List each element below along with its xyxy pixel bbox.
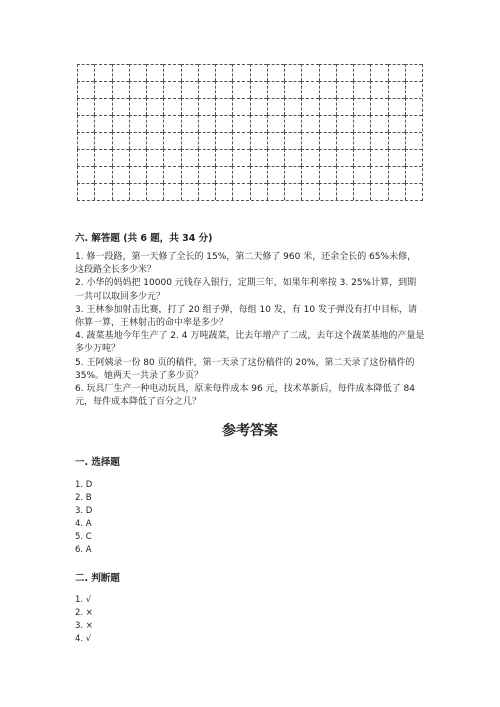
grid-cell [198, 98, 215, 115]
grid-cell [284, 98, 301, 115]
grid-cell [77, 64, 94, 81]
grid-cell [146, 166, 163, 183]
grid-cell [77, 81, 94, 98]
grid-cell [370, 115, 387, 132]
grid-cell [198, 149, 215, 166]
grid-cell [284, 81, 301, 98]
grid-cell [215, 132, 232, 149]
grid-cell [112, 81, 129, 98]
grid-cell [336, 149, 353, 166]
grid-cell [146, 149, 163, 166]
grid-cell [319, 81, 336, 98]
grid-cell [163, 98, 180, 115]
grid-cell [284, 166, 301, 183]
grid-cell [77, 183, 94, 200]
grid-cell [353, 166, 370, 183]
question-item: 3. 王林参加射击比赛，打了 20 组子弹，每组 10 发，有 10 发子弹没有打中目标，请你算一算，王林射击的命中率是多少？ [75, 304, 417, 329]
grid-cell [336, 132, 353, 149]
grid-cell [198, 64, 215, 81]
grid-cell [163, 64, 180, 81]
grid-cell [405, 115, 422, 132]
grid-cell [405, 98, 422, 115]
grid-cell [232, 149, 249, 166]
grid-cell [77, 115, 94, 132]
grid-cell [301, 115, 318, 132]
grid-cell [267, 132, 284, 149]
grid-cell [370, 149, 387, 166]
grid-cell [319, 149, 336, 166]
grid-cell [112, 64, 129, 81]
judge-answer-list [75, 594, 93, 646]
grid-cell [112, 149, 129, 166]
grid-cell [336, 81, 353, 98]
grid-cell [267, 64, 284, 81]
grid-cell [129, 132, 146, 149]
grid-cell [232, 98, 249, 115]
grid-cell [94, 183, 111, 200]
grid-cell [232, 132, 249, 149]
answer-item: 1. D [75, 480, 93, 490]
grid-cell [129, 64, 146, 81]
grid-cell [388, 115, 405, 132]
grid-cell [129, 81, 146, 98]
grid-cell [181, 183, 198, 200]
grid-cell [405, 132, 422, 149]
grid-cell [129, 98, 146, 115]
grid-cell [319, 64, 336, 81]
answer-item: 2. × [75, 608, 93, 618]
grid-cell [94, 132, 111, 149]
grid-cell [388, 183, 405, 200]
grid-cell [250, 64, 267, 81]
grid-cell [370, 166, 387, 183]
answer-item: 4. √ [75, 634, 92, 644]
grid-cell [353, 81, 370, 98]
grid-cell [405, 166, 422, 183]
answer-item: 3. D [75, 506, 93, 516]
answer-item: 3. × [75, 621, 93, 631]
grid-cell [146, 64, 163, 81]
grid-cell [77, 166, 94, 183]
grid-cell [353, 64, 370, 81]
grid-cell [284, 115, 301, 132]
answer-item: 6. A [75, 545, 92, 555]
grid-cell [301, 64, 318, 81]
grid-cell [250, 132, 267, 149]
writing-grid [77, 64, 423, 201]
grid-cell [129, 183, 146, 200]
grid-cell [267, 149, 284, 166]
grid-cell [112, 132, 129, 149]
grid-cell [370, 183, 387, 200]
grid-cell [112, 183, 129, 200]
grid-cell [198, 166, 215, 183]
grid-cell [215, 64, 232, 81]
grid-cell [163, 115, 180, 132]
grid-cell [163, 132, 180, 149]
grid-cell [250, 115, 267, 132]
grid-cell [232, 115, 249, 132]
grid-cell [146, 81, 163, 98]
grid-cell [94, 98, 111, 115]
answer-item: 1. √ [75, 595, 92, 605]
grid-cell [232, 183, 249, 200]
grid-cell [215, 81, 232, 98]
grid-cell [250, 98, 267, 115]
grid-cell [250, 166, 267, 183]
grid-cell [77, 149, 94, 166]
question-item: 4. 蔬菜基地今年生产了 2. 4 万吨蔬菜，比去年增产了二成，去年这个蔬菜基地的产量是多少万吨？ [75, 331, 425, 355]
grid-cell [129, 115, 146, 132]
grid-cell [129, 149, 146, 166]
grid-cell [112, 115, 129, 132]
grid-cell [94, 81, 111, 98]
grid-cell [284, 149, 301, 166]
answer-item: 4. A [75, 519, 92, 529]
grid-cell [267, 166, 284, 183]
grid-cell [181, 98, 198, 115]
grid-cell [388, 64, 405, 81]
grid-cell [250, 183, 267, 200]
grid-cell [319, 115, 336, 132]
grid-cell [181, 115, 198, 132]
grid-cell [284, 183, 301, 200]
grid-cell [267, 98, 284, 115]
grid-cell [353, 132, 370, 149]
grid-cell [250, 81, 267, 98]
grid-cell [163, 166, 180, 183]
grid-cell [284, 64, 301, 81]
grid-cell [112, 166, 129, 183]
grid-cell [181, 149, 198, 166]
grid-cell [250, 149, 267, 166]
grid-cell [94, 149, 111, 166]
grid-cell [215, 183, 232, 200]
grid-cell [94, 166, 111, 183]
answers-title: 参考答案 [222, 423, 278, 439]
grid-cell [215, 98, 232, 115]
grid-cell [301, 132, 318, 149]
grid-cell [146, 183, 163, 200]
grid-cell [370, 81, 387, 98]
grid-cell [163, 183, 180, 200]
grid-cell [198, 81, 215, 98]
question-item: 5. 王阿姨录一份 80 页的稿件，第一天录了这份稿件的 20%，第二天录了这份稿件的 35%。她两天一共录了多少页？ [75, 357, 415, 381]
grid-cell [163, 149, 180, 166]
section-title-choice: 一. 选择题 [75, 457, 120, 468]
grid-cell [232, 64, 249, 81]
grid-cell [319, 98, 336, 115]
question-item: 6. 玩具厂生产一种电动玩具，原来每件成本 96 元，技术革新后，每件成本降低了 84 元，每件成本降低了百分之几？ [75, 384, 415, 408]
grid-cell [232, 81, 249, 98]
grid-cell [146, 115, 163, 132]
grid-cell [353, 115, 370, 132]
grid-cell [215, 115, 232, 132]
grid-cell [198, 132, 215, 149]
grid-cell [215, 149, 232, 166]
grid-cell [198, 183, 215, 200]
grid-cell [405, 81, 422, 98]
grid-cell [215, 166, 232, 183]
grid-cell [181, 64, 198, 81]
grid-cell [388, 149, 405, 166]
grid-cell [267, 183, 284, 200]
grid-cell [198, 115, 215, 132]
question-item: 2. 小华的妈妈把 10000 元钱存入银行，定期三年，如果年利率按 3. 25%计算，到期一共可以取回多少元？ [75, 278, 417, 302]
answer-item: 5. C [75, 532, 92, 542]
grid-cell [163, 81, 180, 98]
section-title-answer-questions: 六. 解答题 (共 6 题，共 34 分) [75, 233, 213, 244]
grid-cell [77, 98, 94, 115]
grid-cell [94, 115, 111, 132]
grid-cell [336, 98, 353, 115]
grid-cell [336, 115, 353, 132]
grid-cell [267, 115, 284, 132]
grid-cell [370, 98, 387, 115]
grid-cell [77, 132, 94, 149]
grid-cell [319, 166, 336, 183]
grid-cell [388, 81, 405, 98]
grid-cell [146, 98, 163, 115]
grid-cell [301, 149, 318, 166]
grid-cell [405, 149, 422, 166]
grid-cell [181, 166, 198, 183]
grid-cell [181, 132, 198, 149]
grid-cell [146, 132, 163, 149]
grid-cell [370, 132, 387, 149]
grid-cell [284, 132, 301, 149]
grid-cell [405, 64, 422, 81]
grid-cell [336, 64, 353, 81]
grid-cell [267, 81, 284, 98]
grid-cell [301, 166, 318, 183]
grid-cell [319, 132, 336, 149]
grid-cell [232, 166, 249, 183]
question-list [75, 251, 425, 409]
grid-cell [388, 98, 405, 115]
grid-cell [94, 64, 111, 81]
grid-cell [405, 183, 422, 200]
grid-cell [388, 132, 405, 149]
grid-cell [336, 166, 353, 183]
grid-cell [112, 98, 129, 115]
grid-cell [353, 98, 370, 115]
grid-cell [301, 183, 318, 200]
question-item: 1. 修一段路，第一天修了全长的 15%，第二天修了 960 米，还余全长的 65%未修，这段路全长多少米？ [75, 252, 417, 276]
choice-answer-list [75, 479, 92, 557]
grid-cell [388, 166, 405, 183]
grid-cell [129, 166, 146, 183]
grid-cell [353, 149, 370, 166]
grid-cell [336, 183, 353, 200]
grid-cell [319, 183, 336, 200]
grid-cell [181, 81, 198, 98]
section-title-judge: 二. 判断题 [75, 573, 120, 584]
grid-cell [301, 81, 318, 98]
grid-cell [370, 64, 387, 81]
answer-item: 2. B [75, 493, 92, 503]
grid-cell [301, 98, 318, 115]
grid-cell [353, 183, 370, 200]
